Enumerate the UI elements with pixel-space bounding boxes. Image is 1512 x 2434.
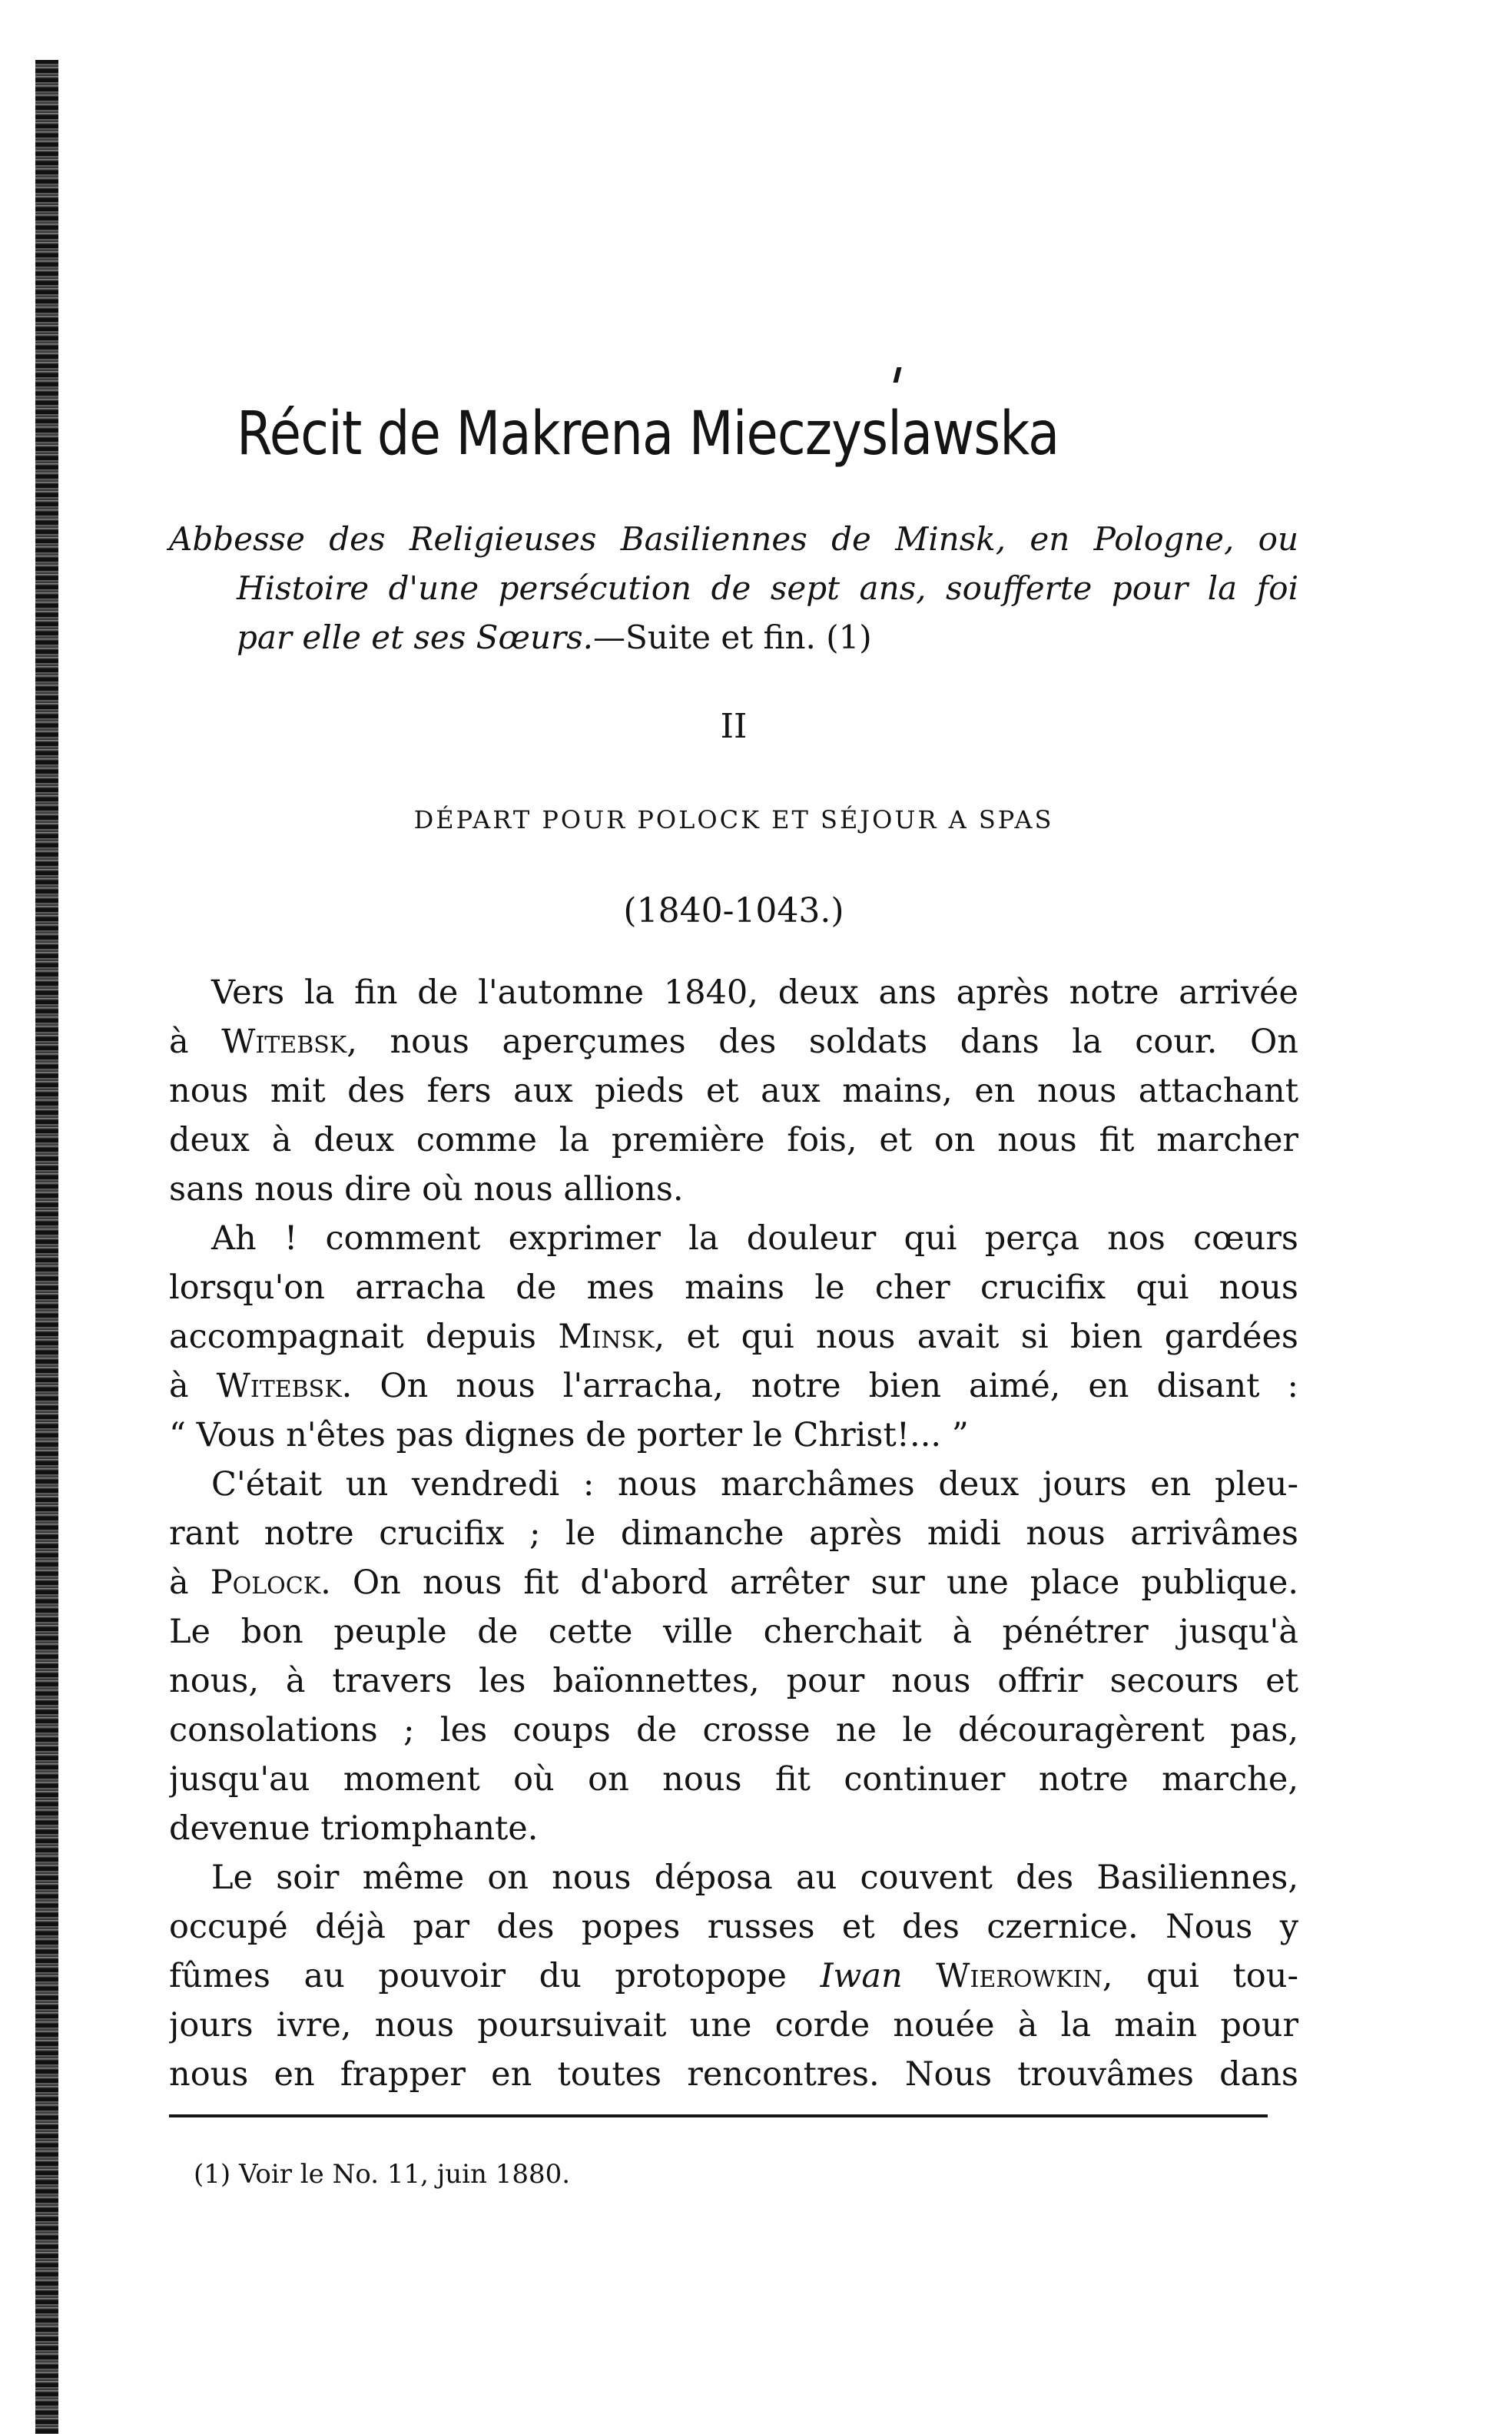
article-title: Récit de Makrena Mieczyslawska [237, 400, 1059, 469]
place-name: Minsk [558, 1318, 655, 1356]
text-line: “ Vous n'êtes pas dignes de porter le Christ!... ” [169, 1416, 969, 1454]
chapter-heading: DÉPART POUR POLOCK ET SÉJOUR A SPAS [413, 805, 1054, 834]
text-line: lorsqu'on arracha de mes mains le cher crucifix qui nous [169, 1268, 1298, 1307]
text-line: Ah ! comment exprimer la douleur qui perça nos cœurs [211, 1219, 1298, 1258]
text-line: jusqu'au moment où on nous fit continuer notre marche, [169, 1760, 1298, 1799]
text-line: à Polock. On nous fit d'abord arrêter sur une place publique. [169, 1564, 1298, 1602]
paragraph [169, 1214, 1298, 1460]
page [169, 0, 1298, 2434]
text-line: nous, à travers les baïonnettes, pour nous offrir secours et [169, 1662, 1298, 1700]
text-line: rant notre crucifix ; le dimanche après midi nous arrivâmes [169, 1514, 1298, 1553]
text-line: occupé déjà par des popes russes et des czernice. Nous y [169, 1908, 1298, 1946]
paragraph [169, 968, 1298, 1214]
subtitle-line: Histoire d'une persécution de sept ans, soufferte pour la foi [237, 569, 1298, 607]
text-line: C'était un vendredi : nous marchâmes deux jours en pleu- [211, 1465, 1298, 1504]
subtitle-line: Abbesse des Religieuses Basiliennes de Minsk, en Pologne, ou [169, 520, 1298, 558]
text-line: sans nous dire où nous allions. [169, 1170, 684, 1209]
text-line: nous mit des fers aux pieds et aux mains, en nous attachant [169, 1072, 1298, 1110]
place-name: Witebsk [221, 1023, 347, 1061]
subtitle-line-italic: par elle et ses Sœurs. [237, 618, 594, 656]
person-first-name: Iwan [820, 1957, 903, 1995]
article-subtitle [169, 515, 1298, 662]
text-line: à Witebsk, nous aperçumes des soldats dans la cour. On [169, 1023, 1298, 1061]
chapter-date: (1840-1043.) [623, 891, 844, 930]
footnote: (1) Voir le No. 11, juin 1880. [194, 2159, 571, 2190]
page-binding-edge [35, 60, 58, 2434]
text-line: fûmes au pouvoir du protopope Iwan Wierowkin, qui tou- [169, 1957, 1298, 1995]
place-name: Witebsk [216, 1367, 342, 1405]
text-line: jours ivre, nous poursuivait une corde nouée à la main pour [169, 2006, 1298, 2044]
text-line: accompagnait depuis Minsk, et qui nous avait si bien gardées [169, 1318, 1298, 1356]
ornament-mark [894, 367, 902, 383]
person-surname: Wierowkin [936, 1957, 1102, 1995]
text-line: devenue triomphante. [169, 1809, 539, 1848]
text-line: deux à deux comme la première fois, et on nous fit marcher [169, 1121, 1298, 1159]
subtitle-line [169, 613, 1298, 662]
footnote-rule [169, 2114, 1268, 2117]
place-name: Polock [210, 1564, 321, 1602]
text-line: Vers la fin de l'automne 1840, deux ans après notre arrivée [211, 973, 1298, 1012]
text-line: Le soir même on nous déposa au couvent des Basiliennes, [211, 1859, 1298, 1897]
text-line: à Witebsk. On nous l'arracha, notre bien aimé, en disant : [169, 1367, 1298, 1405]
subtitle-line-suite: —Suite et fin. (1) [593, 618, 872, 656]
paragraph [169, 1853, 1298, 2099]
paragraph [169, 1460, 1298, 1853]
text-line: Le bon peuple de cette ville cherchait à pénétrer jusqu'à [169, 1613, 1298, 1651]
chapter-number: II [720, 707, 748, 746]
text-line: consolations ; les coups de crosse ne le découragèrent pas, [169, 1711, 1298, 1749]
article-body [169, 968, 1298, 2099]
text-line: nous en frapper en toutes rencontres. Nous trouvâmes dans [169, 2055, 1298, 2094]
